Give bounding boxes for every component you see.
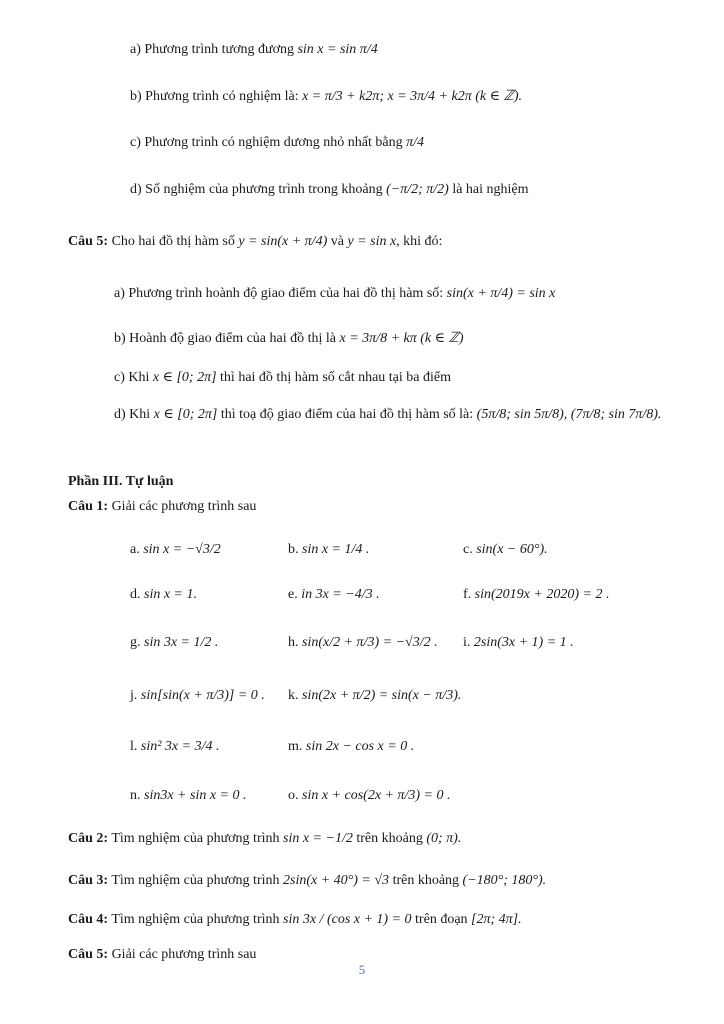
p3-q3-tail: trên khoảng xyxy=(392,873,460,888)
p3-q1-item xyxy=(130,737,219,757)
item-formula: sin(x/2 + π/3) = −√3/2 . xyxy=(302,635,438,650)
p3-q1-item xyxy=(130,686,265,706)
q5-item-b xyxy=(114,329,464,349)
q5-item-d-formula-2: (5π/8; sin 5π/8), (7π/8; sin 7π/8). xyxy=(476,407,662,422)
q5-tail: , khi đó: xyxy=(396,234,443,249)
item-label: a. xyxy=(130,542,140,557)
p3-q2-interval: (0; π). xyxy=(426,831,462,846)
item-label: k. xyxy=(288,688,299,703)
p3-q2 xyxy=(68,829,461,849)
p3-q3-title: Câu 3: xyxy=(68,873,109,888)
part3-heading: Phần III. Tự luận xyxy=(68,474,174,489)
p3-q1-title: Câu 1: xyxy=(68,499,109,514)
item-label: b. xyxy=(288,542,299,557)
p3-q4-interval: [2π; 4π]. xyxy=(471,912,522,927)
item-formula: in 3x = −4/3 . xyxy=(301,587,380,602)
item-formula: sin x = 1. xyxy=(144,587,197,602)
q5-item-d xyxy=(114,405,661,425)
q4-item-b-formula: x = π/3 + k2π; x = 3π/4 + k2π (k ∈ ℤ). xyxy=(302,89,523,104)
item-label: e. xyxy=(288,587,298,602)
item-label: g. xyxy=(130,635,141,650)
p3-q1-item xyxy=(463,540,548,560)
p3-q1-item xyxy=(288,585,380,605)
item-label: f. xyxy=(463,587,472,602)
p3-q1-item xyxy=(463,585,609,605)
p3-q1-item xyxy=(130,585,197,605)
q5-item-d-label: d) Khi xyxy=(114,407,151,422)
q5-header xyxy=(68,232,442,252)
p3-q1-item xyxy=(130,633,218,653)
q5-item-a xyxy=(114,284,555,304)
item-formula: sin 3x = 1/2 . xyxy=(144,635,219,650)
p3-q4-tail: trên đoạn xyxy=(415,912,468,927)
item-formula: 2sin(3x + 1) = 1 . xyxy=(473,635,574,650)
p3-q1-item xyxy=(130,786,247,806)
p3-q4-text: Tìm nghiệm của phương trình xyxy=(111,912,280,927)
q4-item-c-label: c) Phương trình có nghiệm dương nhỏ nhất bằng xyxy=(130,135,403,150)
q5-function-2: y = sin x xyxy=(347,234,397,249)
p3-q1-item xyxy=(288,633,438,653)
p3-q1-item xyxy=(288,786,451,806)
q4-item-a xyxy=(130,40,378,60)
p3-q2-title: Câu 2: xyxy=(68,831,109,846)
item-formula: sin(x − 60°). xyxy=(476,542,548,557)
item-label: m. xyxy=(288,739,303,754)
item-formula: sin 2x − cos x = 0 . xyxy=(305,739,415,754)
item-formula: sin x + cos(2x + π/3) = 0 . xyxy=(302,788,451,803)
item-label: n. xyxy=(130,788,141,803)
item-label: d. xyxy=(130,587,141,602)
item-label: l. xyxy=(130,739,138,754)
q4-item-a-formula: sin x = sin π/4 xyxy=(297,42,378,57)
q5-item-c xyxy=(114,368,451,388)
item-formula: sin[sin(x + π/3)] = 0 . xyxy=(140,688,265,703)
q5-item-d-tail: thì toạ độ giao điểm của hai đồ thị hàm số là: xyxy=(220,407,474,422)
q5-item-d-formula: x ∈ [0; 2π] xyxy=(153,407,218,422)
q5-title: Câu 5: xyxy=(68,234,109,249)
p3-q1-item xyxy=(288,686,461,706)
q5-item-a-label: a) Phương trình hoành độ giao điểm của hai đồ thị hàm số: xyxy=(114,286,444,301)
p3-q4-formula: sin 3x / (cos x + 1) = 0 xyxy=(283,912,412,927)
p3-q1-item xyxy=(288,737,414,757)
p3-q4 xyxy=(68,910,522,930)
p3-q3-formula: 2sin(x + 40°) = √3 xyxy=(283,873,390,888)
q5-item-c-formula: x ∈ [0; 2π] xyxy=(152,370,217,385)
p3-q1-item xyxy=(288,540,369,560)
q4-item-d-tail: là hai nghiệm xyxy=(452,182,529,197)
item-formula: sin x = −√3/2 xyxy=(143,542,221,557)
q5-item-c-label: c) Khi xyxy=(114,370,150,385)
item-formula: sin(2019x + 2020) = 2 . xyxy=(474,587,610,602)
p3-q3 xyxy=(68,871,546,891)
q5-and: và xyxy=(330,234,344,249)
q4-item-a-label: a) Phương trình tương đương xyxy=(130,42,294,57)
item-formula: sin x = 1/4 . xyxy=(302,542,370,557)
p3-q1-item xyxy=(130,540,221,560)
p3-q2-formula: sin x = −1/2 xyxy=(283,831,353,846)
item-label: j. xyxy=(130,688,138,703)
q5-item-c-tail: thì hai đồ thị hàm số cắt nhau tại ba điểm xyxy=(220,370,451,385)
q4-item-b xyxy=(130,87,522,107)
q4-item-d-formula: (−π/2; π/2) xyxy=(386,182,449,197)
item-formula: sin² 3x = 3/4 . xyxy=(140,739,220,754)
q5-item-a-formula: sin(x + π/4) = sin x xyxy=(446,286,556,301)
p3-q1-item xyxy=(463,633,574,653)
item-formula: sin3x + sin x = 0 . xyxy=(144,788,247,803)
q4-item-c xyxy=(130,133,424,153)
q5-text: Cho hai đồ thị hàm số xyxy=(111,234,235,249)
item-label: h. xyxy=(288,635,299,650)
page-number: 5 xyxy=(358,962,366,977)
p3-q5-text: Giải các phương trình sau xyxy=(111,947,257,962)
p3-q1-text: Giải các phương trình sau xyxy=(111,499,257,514)
p3-q3-interval: (−180°; 180°). xyxy=(462,873,547,888)
p3-q2-text: Tìm nghiệm của phương trình xyxy=(111,831,280,846)
p3-q4-title: Câu 4: xyxy=(68,912,109,927)
p3-q3-text: Tìm nghiệm của phương trình xyxy=(111,873,280,888)
q5-function-1: y = sin(x + π/4) xyxy=(238,234,328,249)
q4-item-c-formula: π/4 xyxy=(406,135,425,150)
item-formula: sin(2x + π/2) = sin(x − π/3). xyxy=(302,688,462,703)
p3-q5-title: Câu 5: xyxy=(68,947,109,962)
q5-item-b-formula: x = 3π/8 + kπ (k ∈ ℤ) xyxy=(339,331,464,346)
item-label: o. xyxy=(288,788,299,803)
p3-q1-header xyxy=(68,497,256,517)
q4-item-d-label: d) Số nghiệm của phương trình trong khoảng xyxy=(130,182,383,197)
item-label: i. xyxy=(463,635,471,650)
q5-item-b-label: b) Hoành độ giao điểm của hai đồ thị là xyxy=(114,331,336,346)
q4-item-b-label: b) Phương trình có nghiệm là: xyxy=(130,89,299,104)
q4-item-d xyxy=(130,180,529,200)
item-label: c. xyxy=(463,542,473,557)
p3-q2-tail: trên khoảng xyxy=(356,831,423,846)
